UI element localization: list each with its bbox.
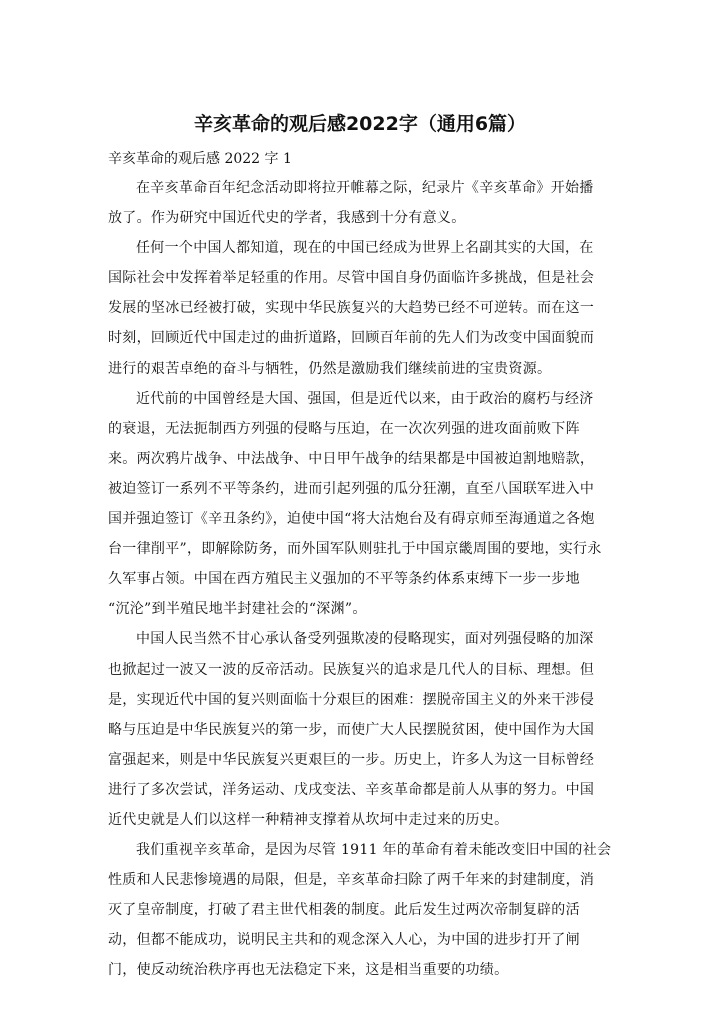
text-line: 近代史就是人们以这样一种精神支撑着从坎坷中走过来的历史。 xyxy=(108,811,509,828)
section-subtitle: 辛亥革命的观后感 2022 字 1 xyxy=(108,151,292,167)
text-line: “沉沦”到半殖民地半封建社会的“深渊”。 xyxy=(108,601,367,618)
document-body xyxy=(108,173,618,986)
text-line: 富强起来，则是中华民族复兴更艰巨的一步。历史上，许多人为这一目标曾经 xyxy=(108,751,595,768)
text-line: 是，实现近代中国的复兴则面临十分艰巨的困难：摆脱帝国主义的外来干涉侵 xyxy=(108,691,595,708)
text-line: 性质和人民悲惨境遇的局限，但是，辛亥革命扫除了两千年来的封建制度，消 xyxy=(108,872,595,889)
text-line: 进行的艰苦卓绝的奋斗与牺牲，仍然是激励我们继续前进的宝贵资源。 xyxy=(108,360,552,377)
paragraph xyxy=(108,233,618,383)
text-line: 任何一个中国人都知道，现在的中国已经成为世界上名副其实的大国，在 xyxy=(136,240,594,257)
text-line: 门，使反动统治秩序再也无法稳定下来，这是相当重要的功绩。 xyxy=(108,962,509,979)
paragraph xyxy=(108,173,618,233)
text-line: 被迫签订一系列不平等条约，进而引起列强的瓜分狂潮，直至八国联军进入中 xyxy=(108,480,595,497)
text-line: 台一律削平”，即解除防务，而外国军队则驻扎于中国京畿周围的要地，实行永 xyxy=(108,541,602,558)
text-line: 国际社会中发挥着举足轻重的作用。尽管中国自身仍面临许多挑战，但是社会 xyxy=(108,270,595,287)
text-line: 进行了多次尝试，洋务运动、戊戌变法、辛亥革命都是前人从事的努力。中国 xyxy=(108,781,595,798)
text-line: 灭了皇帝制度，打破了君主世代相袭的制度。此后发生过两次帝制复辟的活 xyxy=(108,902,580,919)
paragraph xyxy=(108,624,618,835)
text-line: 我们重视辛亥革命，是因为尽管 1911 年的革命有着未能改变旧中国的社会 xyxy=(136,842,612,859)
paragraph xyxy=(108,384,618,625)
text-line: 发展的坚冰已经被打破，实现中华民族复兴的大趋势已经不可逆转。而在这一 xyxy=(108,300,595,317)
text-line: 略与压迫是中华民族复兴的第一步，而使广大人民摆脱贫困，使中国作为大国 xyxy=(108,721,595,738)
text-line: 近代前的中国曾经是大国、强国，但是近代以来，由于政治的腐朽与经济 xyxy=(136,390,594,407)
document-title: 辛亥革命的观后感2022字（通用6篇） xyxy=(193,113,527,135)
text-line: 国并强迫签订《辛丑条约》，迫使中国“将大沽炮台及有碍京师至海通道之各炮 xyxy=(108,511,595,528)
text-line: 放了。作为研究中国近代史的学者，我感到十分有意义。 xyxy=(108,210,466,227)
text-line: 中国人民当然不甘心承认备受列强欺凌的侵略现实，面对列强侵略的加深 xyxy=(136,631,594,648)
text-line: 动，但都不能成功，说明民主共和的观念深入人心，为中国的进步打开了闸 xyxy=(108,932,580,949)
text-line: 来。两次鸦片战争、中法战争、中日甲午战争的结果都是中国被迫割地赔款， xyxy=(108,450,595,467)
text-line: 的衰退，无法扼制西方列强的侵略与压迫，在一次次列强的进攻面前败下阵 xyxy=(108,420,580,437)
paragraph xyxy=(108,835,618,985)
text-line: 也掀起过一波又一波的反帝活动。民族复兴的追求是几代人的目标、理想。但 xyxy=(108,661,595,678)
text-line: 时刻，回顾近代中国走过的曲折道路，回顾百年前的先人们为改变中国面貌而 xyxy=(108,330,595,347)
text-line: 在辛亥革命百年纪念活动即将拉开帷幕之际，纪录片《辛亥革命》开始播 xyxy=(136,180,594,196)
text-line: 久军事占领。中国在西方殖民主义强加的不平等条约体系束缚下一步一步地 xyxy=(108,571,580,588)
